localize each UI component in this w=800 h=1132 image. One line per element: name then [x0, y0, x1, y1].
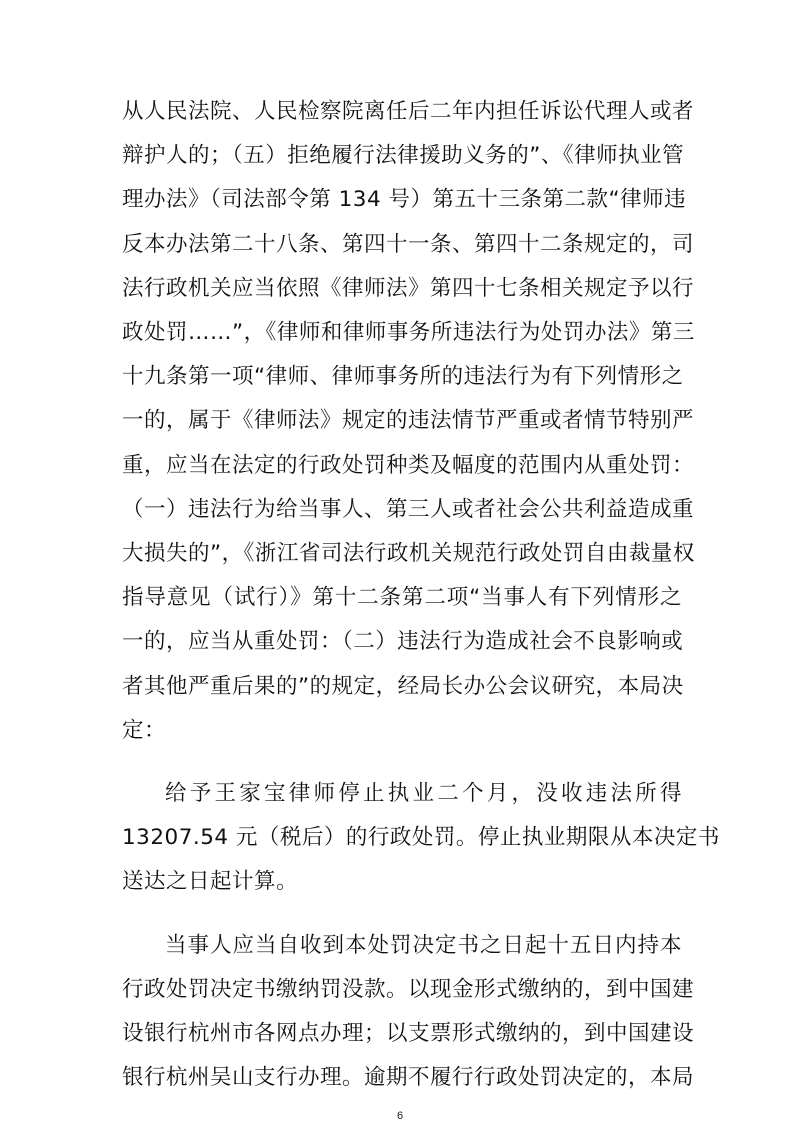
text-line: 设银行杭州市各网点办理；以支票形式缴纳的，到中国建设	[122, 1021, 695, 1046]
text-line: 给予王家宝律师停止执业二个月，没收违法所得	[165, 781, 682, 806]
text-line: 当事人应当自收到本处罚决定书之日起十五日内持本	[165, 932, 682, 958]
text-line: 理办法》（司法部令第 134 号）第五十三条第二款“律师违	[122, 187, 687, 213]
text-line: （一）违法行为给当事人、第三人或者社会公共利益造成重	[122, 496, 695, 522]
text-line: 重，应当在法定的行政处罚种类及幅度的范围内从重处罚：	[122, 452, 695, 478]
text-line: 银行杭州吴山支行办理。逾期不履行行政处罚决定的，本局	[122, 1065, 695, 1091]
text-line: 者其他严重后果的”的规定，经局长办公会议研究，本局决	[122, 673, 684, 699]
text-line: 反本办法第二十八条、第四十一条、第四十二条规定的，司	[122, 231, 695, 257]
text-line: 送达之日起计算。	[122, 869, 299, 895]
text-line: 十九条第一项“律师、律师事务所的违法行为有下列情形之	[122, 364, 684, 390]
text-line: 辩护人的；（五）拒绝履行法律援助义务的”、《律师执业管	[122, 143, 685, 169]
text-line: 从人民法院、人民检察院离任后二年内担任诉讼代理人或者	[122, 99, 695, 124]
text-line: 政处罚……”，《律师和律师事务所违法行为处罚办法》第三	[122, 320, 695, 345]
page-number: 6	[396, 1110, 404, 1123]
text-line: 法行政机关应当依照《律师法》第四十七条相关规定予以行	[122, 275, 695, 301]
text-line: 一的，应当从重处罚：（二）违法行为造成社会不良影响或	[122, 629, 684, 655]
text-line: 行政处罚决定书缴纳罚没款。以现金形式缴纳的，到中国建	[122, 976, 695, 1002]
text-line: 指导意见（试行）》第十二条第二项“当事人有下列情形之	[122, 585, 682, 611]
text-line: 13207.54 元（税后）的行政处罚。停止执业期限从本决定书	[122, 825, 720, 851]
text-line: 大损失的”，《浙江省司法行政机关规范行政处罚自由裁量权	[122, 541, 695, 566]
text-line: 一的，属于《律师法》规定的违法情节严重或者情节特别严	[122, 408, 695, 434]
text-line: 定：	[122, 717, 167, 743]
